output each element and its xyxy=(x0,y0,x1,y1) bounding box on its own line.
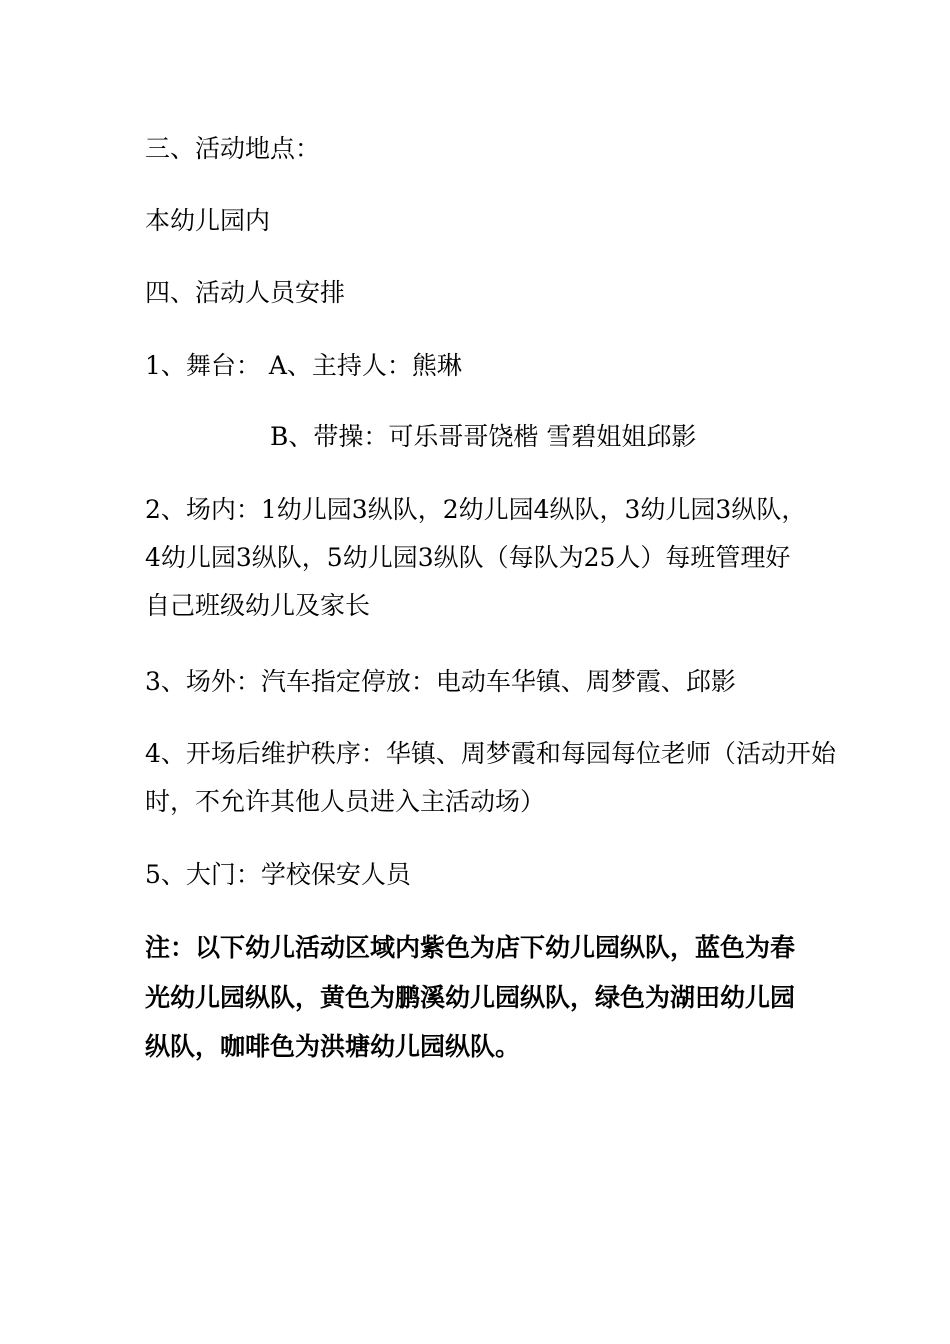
note-line-3: 纵队，咖啡色为洪塘幼儿园纵队。 xyxy=(145,1032,521,1061)
location-text: 本幼儿园内 xyxy=(145,206,271,235)
item-5-line: 5、大门：学校保安人员 xyxy=(145,860,411,889)
section-heading-location: 三、活动地点： xyxy=(145,134,321,163)
item-2-line-1: 2、场内：1幼儿园3纵队，2幼儿园4纵队，3幼儿园3纵队， xyxy=(145,495,807,524)
item-4-line-2: 时，不允许其他人员进入主活动场） xyxy=(145,787,546,816)
item-2-line-3: 自己班级幼儿及家长 xyxy=(145,591,371,620)
section-heading-staff: 四、活动人员安排 xyxy=(145,278,346,307)
stage-exercise-line: B、带操：可乐哥哥饶楷 雪碧姐姐邱影 xyxy=(270,422,697,451)
note-line-2: 光幼儿园纵队，黄色为鹏溪幼儿园纵队，绿色为湖田幼儿园 xyxy=(145,983,796,1012)
item-4-line-1: 4、开场后维护秩序：华镇、周梦霞和每园每位老师（活动开始 xyxy=(145,739,836,768)
item-2-line-2: 4幼儿园3纵队，5幼儿园3纵队（每队为25人）每班管理好 xyxy=(145,543,791,572)
item-3-line: 3、场外：汽车指定停放：电动车华镇、周梦霞、邱影 xyxy=(145,667,736,696)
stage-host-line: 1、舞台： A、主持人：熊琳 xyxy=(145,351,462,380)
note-line-1: 注：以下幼儿活动区域内紫色为店下幼儿园纵队，蓝色为春 xyxy=(145,933,796,962)
